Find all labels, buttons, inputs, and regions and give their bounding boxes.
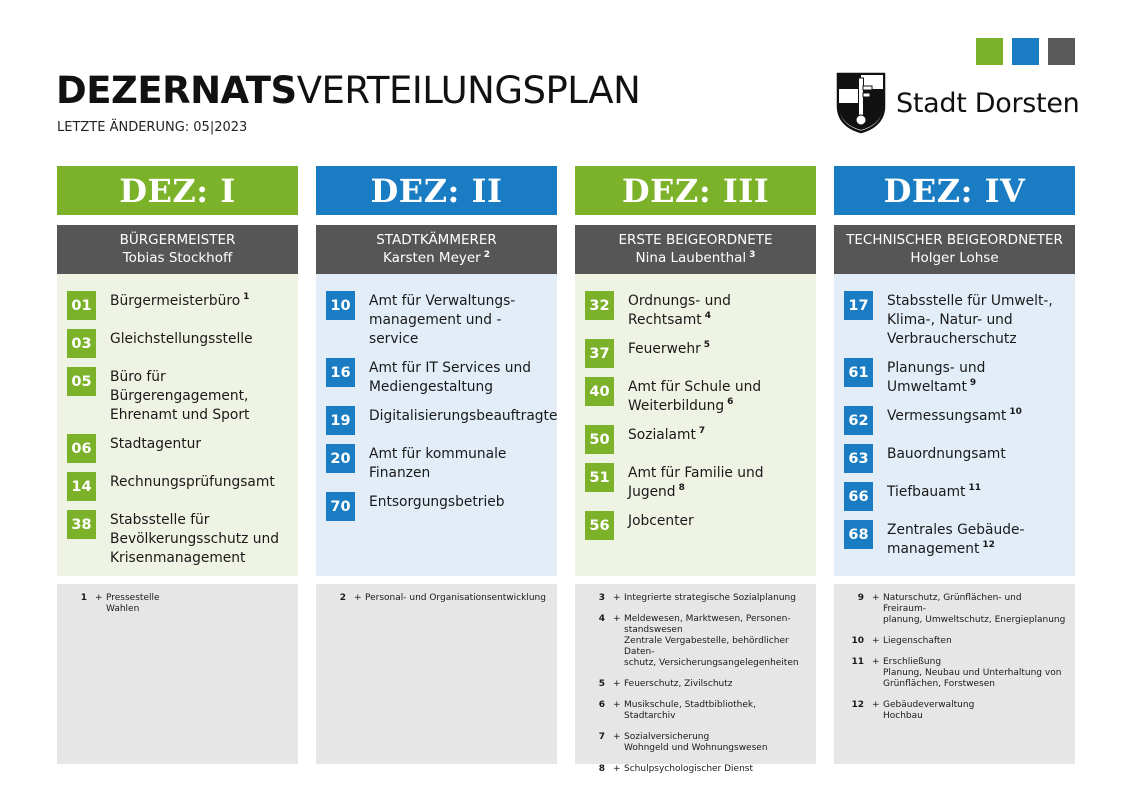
dez-heading: DEZ: II (316, 166, 557, 215)
footnote-mark: 8 (678, 483, 685, 494)
list-item (67, 510, 288, 568)
footnote (842, 636, 1067, 647)
unit-name-block (628, 377, 761, 416)
unit-name: Büro für Bürgerengagement, Ehrenamt und Sport (110, 369, 250, 423)
footnote-text: Feuerschutz, Zivilschutz (624, 679, 733, 689)
footnote-text: Pressestelle Wahlen (106, 593, 160, 614)
dez-column (57, 166, 298, 764)
footnote-number: 2 (339, 593, 346, 603)
leader-role: BÜRGERMEISTER (119, 232, 236, 248)
dez-column (316, 166, 557, 764)
footnote-number: 3 (598, 593, 605, 603)
footnote-mark: 11 (968, 483, 981, 494)
footnotes-box (57, 584, 298, 764)
unit-number: 20 (326, 444, 355, 473)
footnote-text: Liegenschaften (883, 636, 952, 646)
unit-number: 70 (326, 492, 355, 521)
unit-name-block (369, 444, 506, 483)
unit-name: Sozialamt (628, 427, 696, 443)
unit-name: Entsorgungsbetrieb (369, 494, 505, 510)
footnote-mark: 4 (704, 311, 711, 322)
leader-name-line (834, 249, 1075, 267)
footnote-mark: 2 (483, 249, 490, 260)
unit-name: Stabsstelle für Bevölkerungsschutz und Krisenmanagement (110, 512, 280, 566)
list-item (326, 406, 558, 435)
dez-leader (57, 225, 298, 274)
unit-name: Feuerwehr (628, 341, 701, 357)
unit-number: 05 (67, 367, 96, 396)
footnote-mark: 12 (982, 540, 995, 551)
unit-name: Digitalisierungsbeauftragte (369, 408, 558, 424)
plus-icon: + (872, 700, 880, 710)
unit-number: 16 (326, 358, 355, 387)
list-item (844, 444, 1065, 473)
unit-name-block (887, 358, 1065, 397)
unit-name-block (369, 291, 547, 349)
footnote (583, 679, 808, 690)
footnote-mark: 7 (698, 426, 706, 437)
unit-number: 62 (844, 406, 873, 435)
unit-name-block (628, 339, 710, 359)
dez-leader (834, 225, 1075, 274)
footnote (842, 700, 1067, 722)
unit-number: 61 (844, 358, 873, 387)
footnote (583, 614, 808, 669)
leader-name: Karsten Meyer (383, 250, 481, 266)
leader-name: Tobias Stockhoff (122, 250, 233, 266)
plus-icon: + (613, 614, 621, 624)
dez-heading: DEZ: I (57, 166, 298, 215)
leader-name: Holger Lohse (910, 250, 999, 266)
unit-name: Ordnungs- und Rechtsamt (628, 293, 731, 328)
list-item (585, 377, 806, 416)
green-square (976, 38, 1003, 65)
unit-number: 01 (67, 291, 96, 320)
unit-name: Jobcenter (628, 513, 694, 529)
unit-name: Amt für Familie und Jugend (628, 465, 764, 500)
unit-name: Zentrales Gebäude- management (887, 522, 1025, 557)
unit-name-block (110, 291, 249, 311)
plus-icon: + (613, 732, 621, 742)
unit-number: 06 (67, 434, 96, 463)
footnote-mark: 3 (749, 249, 756, 260)
list-item (326, 492, 547, 521)
footnote-mark: 1 (243, 292, 250, 303)
unit-name-block (628, 425, 705, 445)
unit-name: Bauordnungsamt (887, 446, 1006, 462)
unit-name-block (628, 511, 694, 531)
plus-icon: + (613, 679, 621, 689)
page-title (56, 69, 641, 112)
footnotes-box (834, 584, 1075, 764)
list-item (585, 291, 806, 330)
footnote (842, 657, 1067, 690)
plus-icon: + (872, 593, 880, 603)
unit-name: Amt für kommunale Finanzen (369, 446, 507, 481)
plus-icon: + (613, 593, 621, 603)
unit-number: 50 (585, 425, 614, 454)
unit-name-block (887, 520, 1024, 559)
list-item (67, 434, 288, 463)
unit-list (575, 274, 816, 576)
gray-square (1048, 38, 1075, 65)
unit-name: Amt für Verwaltungs- management und -service (369, 293, 516, 347)
unit-number: 63 (844, 444, 873, 473)
footnote-text: Gebäudeverwaltung Hochbau (883, 700, 975, 721)
title-bold: DEZERNATS (56, 69, 297, 112)
logo-text: Stadt Dorsten (896, 87, 1080, 119)
unit-list (57, 274, 298, 576)
city-logo (836, 72, 1079, 134)
leader-name-line (575, 249, 816, 267)
unit-name-block (110, 329, 253, 349)
footnote-number: 5 (598, 679, 605, 689)
unit-name-block (887, 291, 1053, 349)
unit-number: 66 (844, 482, 873, 511)
footnote-number: 12 (851, 700, 864, 710)
unit-list (834, 274, 1075, 576)
unit-name-block (110, 434, 201, 454)
footnote-text: Musikschule, Stadtbibliothek, Stadtarchiv (624, 700, 756, 721)
footnote-number: 11 (851, 657, 864, 667)
unit-name: Amt für IT Services und Mediengestaltung (369, 360, 532, 395)
unit-name-block (369, 492, 505, 512)
footnote-number: 6 (598, 700, 605, 710)
unit-name-block (887, 444, 1006, 464)
leader-role: ERSTE BEIGEORDNETE (618, 232, 773, 248)
unit-name-block (369, 358, 531, 397)
footnote (324, 593, 549, 604)
footnote-mark: 10 (1009, 407, 1022, 418)
unit-name: Amt für Schule und Weiterbildung (628, 379, 762, 414)
title-rest: VERTEILUNGSPLAN (296, 69, 641, 112)
footnote (842, 593, 1067, 626)
unit-number: 10 (326, 291, 355, 320)
list-item (67, 329, 288, 358)
footnote-mark: 6 (727, 397, 734, 408)
footnote (65, 593, 290, 615)
footnote-text: Personal- und Organisationsentwicklung (365, 593, 546, 603)
footnote-number: 9 (857, 593, 864, 603)
list-item (326, 358, 547, 397)
footnote-text: Naturschutz, Grünflächen- und Freiraum- planung, Umweltschutz, Energieplanung (883, 593, 1066, 625)
unit-name: Planungs- und Umweltamt (887, 360, 986, 395)
unit-name: Gleichstellungsstelle (110, 331, 253, 347)
blue-square (1012, 38, 1039, 65)
footnotes-box (575, 584, 816, 774)
footnote-number: 7 (598, 732, 605, 742)
list-item (326, 444, 547, 483)
dez-heading: DEZ: III (575, 166, 816, 215)
dez-heading: DEZ: IV (834, 166, 1075, 215)
list-item (585, 339, 806, 368)
unit-name: Stadtagentur (110, 436, 202, 452)
dez-column (575, 166, 816, 774)
unit-number: 14 (67, 472, 96, 501)
leader-name-line (316, 249, 557, 267)
list-item (585, 511, 806, 540)
footnote-number: 1 (80, 593, 87, 603)
footnote-text: Erschließung Planung, Neubau und Unterhaltung von Grünflächen, Forstwesen (883, 657, 1062, 689)
unit-name: Stabsstelle für Umwelt-, Klima-, Natur- und Verbraucherschutz (887, 293, 1053, 347)
unit-name: Rechnungsprüfungsamt (110, 474, 275, 490)
unit-list (316, 274, 557, 576)
footnote (583, 700, 808, 722)
list-item (844, 406, 1065, 435)
list-item (844, 482, 1065, 511)
footnote-mark: 5 (703, 340, 711, 351)
footnote (583, 764, 808, 775)
footnote-number: 10 (851, 636, 864, 646)
unit-name: Vermessungsamt (887, 408, 1007, 424)
footnote-mark: 9 (969, 378, 977, 389)
list-item (844, 291, 1065, 349)
list-item (67, 472, 288, 501)
unit-name-block (628, 463, 764, 502)
unit-name-block (628, 291, 806, 330)
unit-name-block (369, 406, 557, 426)
leader-name-line (57, 249, 298, 267)
unit-name-block (110, 367, 288, 425)
unit-name-block (110, 510, 279, 568)
plus-icon: + (613, 700, 621, 710)
unit-name: Tiefbauamt (887, 484, 966, 500)
unit-number: 37 (585, 339, 614, 368)
footnote (583, 593, 808, 604)
footnotes-box (316, 584, 557, 764)
footnote-number: 8 (598, 764, 605, 774)
unit-number: 32 (585, 291, 614, 320)
unit-number: 17 (844, 291, 873, 320)
footnote-number: 4 (598, 614, 605, 624)
unit-number: 56 (585, 511, 614, 540)
color-squares (976, 38, 1075, 65)
unit-number: 51 (585, 463, 614, 492)
unit-number: 03 (67, 329, 96, 358)
footnote-text: Schulpsychologischer Dienst (624, 764, 754, 774)
footnote-text: Meldewesen, Marktwesen, Personen- standswesen Zentrale Vergabestelle, behördlicher Daten- schutz, Versicherungsangelegenheiten (624, 614, 799, 668)
unit-number: 38 (67, 510, 96, 539)
leader-role: TECHNISCHER BEIGEORDNETER (846, 232, 1063, 248)
plus-icon: + (354, 593, 362, 603)
unit-number: 40 (585, 377, 614, 406)
city-crest-icon (836, 72, 886, 134)
list-item (585, 425, 806, 454)
leader-name: Nina Laubenthal (635, 250, 747, 266)
list-item (844, 520, 1065, 559)
list-item (67, 367, 288, 425)
footnote (583, 732, 808, 754)
unit-name: Bürgermeisterbüro (110, 293, 241, 309)
dez-leader (316, 225, 557, 274)
plus-icon: + (613, 764, 621, 774)
unit-name-block (110, 472, 275, 492)
footnote-text: Sozialversicherung Wohngeld und Wohnungswesen (624, 732, 768, 753)
dez-column (834, 166, 1075, 764)
list-item (585, 463, 806, 502)
plus-icon: + (872, 657, 880, 667)
plus-icon: + (872, 636, 880, 646)
list-item (844, 358, 1065, 397)
list-item (326, 291, 547, 349)
unit-number: 68 (844, 520, 873, 549)
plus-icon: + (95, 593, 103, 603)
unit-number: 19 (326, 406, 355, 435)
leader-role: STADTKÄMMERER (376, 232, 497, 248)
last-change: LETZTE ÄNDERUNG: 05|2023 (57, 120, 248, 135)
list-item (67, 291, 288, 320)
footnote-text: Integrierte strategische Sozialplanung (624, 593, 796, 603)
unit-name-block (887, 482, 981, 502)
dez-leader (575, 225, 816, 274)
unit-name-block (887, 406, 1022, 426)
